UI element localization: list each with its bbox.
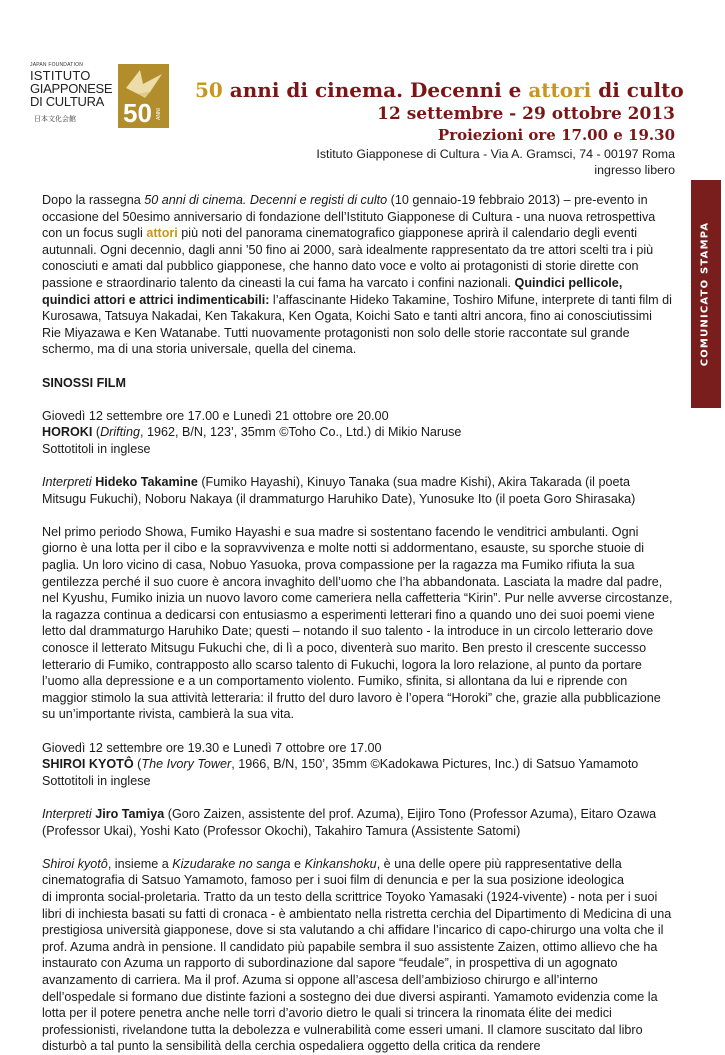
film-cast (42, 474, 674, 507)
film-title: SHIROI KYOTÔ (42, 757, 134, 772)
logo-kanji: 日本文化会館 (34, 116, 76, 123)
screening-times: Proiezioni ore 17.00 e 19.30 (437, 126, 675, 144)
film-alt-title: Drifting (100, 425, 140, 440)
intro-prev-title: 50 anni di cinema. Decenni e registi di culto (144, 193, 388, 207)
title-number: 50 (195, 78, 223, 102)
venue-address: Istituto Giapponese di Cultura - Via A. Gramsci, 74 - 00197 Roma (316, 147, 675, 161)
cast-label: Interpreti (42, 806, 92, 821)
intro-paragraph (42, 192, 674, 358)
intro-highlight: Quindici pellicole, quindici attori e attrici indimenticabili: (42, 275, 623, 307)
syn-title-1: Shiroi kyotô (42, 856, 108, 871)
cast-rest: (Goro Zaizen, assistente del prof. Azuma), Eijiro Tono (Professor Azuma), Eitaro Ozawa (Professor Ukai), Yoshi Kato (Professor Okochi), Takahiro Tamura (Assistente Satomi) (42, 806, 657, 838)
event-dates: 12 settembre - 29 ottobre 2013 (377, 104, 675, 124)
film-schedule: Giovedì 12 settembre ore 17.00 e Lunedì 21 ottobre ore 20.00 (42, 408, 389, 423)
intro-accent: attori (146, 226, 178, 241)
press-release-tab (691, 180, 721, 408)
syn-text-1: , insieme a (107, 856, 173, 871)
film-info: , 1966, B/N, 150’, 35mm ©Kadokawa Pictures, Inc.) di Satsuo Yamamoto (231, 757, 639, 772)
title-accent: attori (528, 78, 592, 102)
film-title-line (42, 756, 674, 773)
film-cast (42, 806, 674, 839)
logo-line-2: GIAPPONESE (30, 81, 113, 96)
syn-text-3: , è una delle opere più rappresentative della cinematografia di Satsuo Yamamoto, famoso per i suoi film di denuncia e per la sua posizione ideologica (42, 856, 624, 888)
cast-lead: Hideko Takamine (95, 475, 198, 490)
cast-rest: (Fumiko Hayashi), Kinuyo Tanaka (sua madre Kishi), Akira Takarada (il poeta Mitsugu Fukuchi), Noboru Nakaya (il drammaturgo Haruhiko Date), Yunosuke Ito (il poeta Goro Shirasaka) (42, 475, 636, 506)
title-part-b: di culto (591, 78, 684, 102)
intro-text-c: più noti del panorama cinematografico giapponese aprirà il calendario degli eventi autunnali. Ogni decennio, dagli anni ’50 fino ai 2000, sarà idealmente rappresentato da tre attori scelti tra i più conosciuti e amati dal pubblico giapponese, che hanno dato voce e volto ai protagonisti di storie dirette con passione e straordinario talento da cineasti la cui fama ha varcato i confini nazionali. (42, 226, 654, 290)
film-alt-title: The Ivory Tower (141, 757, 232, 772)
film-synopsis: Nel primo periodo Showa, Fumiko Hayashi e sua madre si sostentano facendo le venditrici ambulanti. Ogni giorno è una lotta per il cibo e la sopravvivenza e molte notti si addormentano, esauste, su sporche stuoie di paglia. Un loro vicino di casa, Nobuo Yasuoka, prova compassione per la ragazza ma Fumiko rifiuta la sua gentilezza perché il suo cuore è ancora invaghito dell’uomo che l’ha abbandonata. Lasciata la madre dal padre, nel Kyushu, Fumiko inizia un nuovo lavoro come cameriera nella caffetteria “Kirin”. Pur nelle avverse circostanze, la ragazza continua a dedicarsi con entusiasmo a esperimenti letterari fino a quando uno dei suoi poemi viene letto dal drammaturgo Haruhiko Date; questi – notando il suo talento - la introduce in un circolo letterario dove conosce il letterato Mitsugu Fukuchi che, di lì a poco, diventerà suo marito. Ben presto il crescente successo letterario di Fumiko, contrapposto allo scarso talento di Fukuchi, logora la loro relazione, al punto da portare l’uomo alla depressione e a un comportamento violento. Fumiko, sfinita, si allontana da lui e riprende con maggior stimolo la sua attività letteraria: il frutto del duro lavoro è l’opera “Horoki” che, grazie alla pubblicazione su un’importante rivista, cambierà la sua vita. (42, 524, 673, 722)
logo-line-3: DI CULTURA (30, 94, 105, 109)
origami-crane-icon (118, 64, 169, 128)
page-title (195, 78, 684, 102)
intro-text-d: l’affascinante Hideko Takamine, Toshiro Mifune, interprete di tanti film di Kurosawa, Tatsuya Nakadai, Ken Takakura, Ken Ogata, Koichi Sato e tanti altri ancora, fino ai conosciutissimi Rie Miyazawa e Ken Watanabe. Tutti nuovamente protagonisti non solo delle storie raccontate sul grande schermo, ma di una storia universale, quella del cinema. (42, 292, 672, 357)
section-heading (42, 375, 674, 392)
badge-word: ANNI (156, 108, 162, 120)
film-subtitles: Sottotitoli in inglese (42, 773, 151, 788)
intro-text-a: Dopo la rassegna (42, 193, 145, 207)
film-synopsis-intro (42, 856, 674, 889)
film-title-line (42, 424, 674, 441)
film-title: HOROKI (42, 425, 93, 440)
institute-logo (30, 62, 170, 128)
press-release-label: COMUNICATO STAMPA (699, 221, 711, 367)
title-part-a: anni di cinema. Decenni e (222, 78, 529, 102)
cast-lead: Jiro Tamiya (95, 806, 165, 821)
film-info: , 1962, B/N, 123’, 35mm ©Toho Co., Ltd.) di Mikio Naruse (139, 425, 462, 440)
syn-title-2: Kizudarake no sanga (172, 856, 291, 871)
logo-wordmark (30, 62, 116, 128)
document-body (42, 192, 674, 1055)
anniversary-badge (118, 64, 169, 128)
syn-text-2: e (290, 856, 305, 871)
film-synopsis: di impronta social-proletaria. Tratto da un testo della scrittrice Toyoko Yamasaki (1924-vivente) - nota per i suoi libri di inchiesta basati su fatti di cronaca - è ambientato nella ristretta cerchia del Dipartimento di Medicina di una prestigiosa università giapponese, dove si sta valutando a chi affidare l’incarico di capo-chirurgo una volta che il prof. Azuma andrà in pensione. Il candidato più papabile sembra il suo assistente Zaizen, ottimo allievo che ha instaurato con Azuma un rapporto di subordinazione dal sapore “feudale”, in prospettiva di un agognato avanzamento di carriera. Ma il prof. Azuma si oppone all’ascesa dell’ambizioso chirurgo e all’interno dell’ospedale si formano due distinte fazioni a sostegno dei due diversi aspiranti. Yamamoto evidenzia come la lotta per il potere penetra anche nelle torri d’avorio dietro le quali si trincera la rinomata élite dei medici professionisti, rivelandone tutta la debolezza e vulnerabilità come esseri umani. Il clamore suscitato dal libro disturbò a tal punto la sensibilità della cerchia ospedaliera oggetto della critica da rendere (42, 889, 672, 1054)
film-info-open: ( (92, 425, 101, 440)
syn-title-3: Kinkanshoku (304, 856, 377, 871)
badge-number: 50 (123, 98, 152, 128)
cast-label: Interpreti (42, 475, 92, 490)
film-info-open: ( (133, 757, 142, 772)
section-heading-text: SINOSSI FILM (42, 375, 126, 390)
film-subtitles: Sottotitoli in inglese (42, 441, 151, 456)
logo-line-1: ISTITUTO (30, 68, 91, 83)
admission-note: ingresso libero (594, 163, 675, 177)
film-schedule: Giovedì 12 settembre ore 19.30 e Lunedì 7 ottobre ore 17.00 (42, 740, 382, 755)
intro-text-b: (10 gennaio-19 febbraio 2013) – pre-evento in occasione del 50esimo anniversario di fondazione dell’Istituto Giapponese di Cultura - una nuova retrospettiva con un focus sugli (42, 193, 656, 241)
logo-foundation-text: JAPAN FOUNDATION (30, 62, 84, 68)
